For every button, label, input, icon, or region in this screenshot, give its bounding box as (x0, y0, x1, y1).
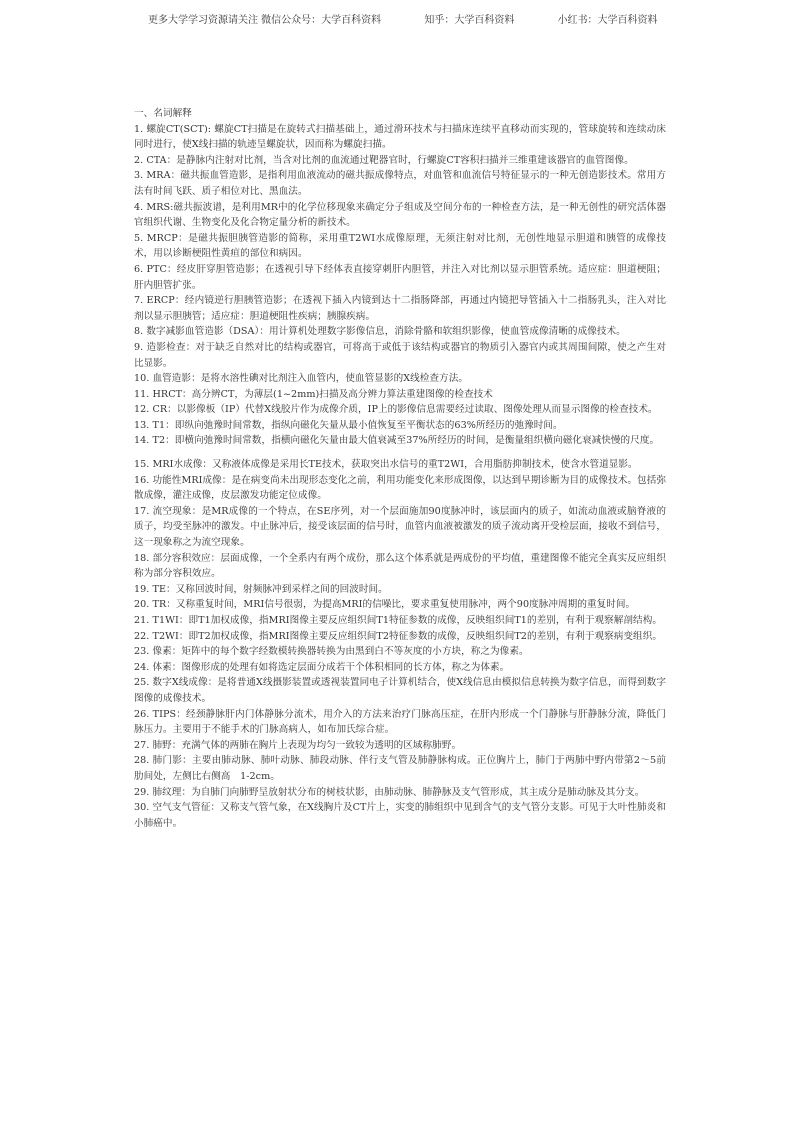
term-item: 23. 像素：矩阵中的每个数字经数模转换器转换为由黑到白不等灰度的小方块，称之为像素。 (134, 646, 529, 658)
term-item: 21. T1WI：即T1加权成像，指MRI图像主要反应组织间T1特征参数的成像，反映组织间T1的差别，有利于观察解剖结构。 (134, 615, 662, 626)
term-item: 18. 部分容积效应：层面成像，一个全系内有两个成份，那么这个体系就是两成份的平均值，重建图像不能完全真实反应组织称为部分容积效应。 (134, 552, 666, 580)
term-item: 30. 空气支气管征：又称支气管气象，在X线胸片及CT片上，实变的肺组织中见到含气的支气管分支影。可见于大叶性肺炎和小肺癌中。 (134, 802, 666, 829)
section-title: 一、名词解释 (134, 108, 192, 119)
term-item: 17. 流空现象：是MR成像的一个特点，在SE序列，对一个层面施加90度脉冲时，该层面内的质子，如流动血液或脑脊液的质子，均受至脉冲的激发。中止脉冲后，接受该层面的信号时，血管内血液被激发的质子流动离开受检层面，接收不到信号，这一现象称之为流空现象。 (134, 505, 666, 549)
term-item: 7. ERCP：经内镜逆行胆胰管造影；在透视下插入内镜到达十二指肠降部，再通过内镜把导管插入十二指肠乳头，注入对比剂以显示胆胰管；适应症：胆道梗阻性疾病；胰腺疾病。 (134, 295, 666, 322)
term-item: 26. TIPS：经颈静脉肝内门体静脉分流术，用介入的方法来治疗门脉高压症，在肝内形成一个门静脉与肝静脉分流，降低门脉压力。主要用于不能手术的门脉高病人，如布加氏综合症。 (134, 708, 666, 736)
term-item: 29. 肺纹理：为自肺门向肺野呈放射状分布的树枝状影，由肺动脉、肺静脉及支气管形成，其主成分是肺动脉及其分支。 (134, 786, 645, 798)
term-item: 13. T1：即纵向弛豫时间常数，指纵向磁化矢量从最小值恢复至平衡状态的63%所经历的弛豫时间。 (134, 419, 563, 431)
term-item: 9. 造影检查：对于缺乏自然对比的结构或器官，可将高于或低于该结构或器官的物质引入器官内或其周围间隙，使之产生对比显影。 (134, 341, 666, 369)
term-item: 2. CTA：是静脉内注射对比剂，当含对比剂的血流通过靶器官时，行螺旋CT容积扫描并三维重建该器官的血管图像。 (134, 154, 634, 166)
header-wechat-text: 更多大学学习资源请关注 微信公众号：大学百科资料 (148, 15, 382, 26)
term-item: 20. TR：又称重复时间，MRI信号很弱，为提高MRI的信噪比，要求重复使用脉冲，两个90度脉冲周期的重复时间。 (134, 599, 636, 611)
term-item: 15. MRI水成像：又称液体成像是采用长TE技术，获取突出水信号的重T2WI，合用脂肪抑制技术，使含水管道显影。 (134, 459, 638, 471)
term-item: 12. CR：以影像板（IP）代替X线胶片作为成像介质，IP上的影像信息需要经过读取、图像处理从而显示图像的检查技术。 (134, 404, 658, 416)
term-item: 1. 螺旋CT(SCT): 螺旋CT扫描是在旋转式扫描基础上，通过滑环技术与扫描床连续平直移动而实现的，管球旋转和连续动床同时进行，使X线扫描的轨迹呈螺旋状，因而称为螺旋扫描。 (134, 123, 666, 151)
document-body (134, 106, 666, 831)
term-item: 4. MRS:磁共振波谱，是利用MR中的化学位移现象来确定分子组成及空间分布的一种检查方法，是一种无创性的研究活体器官组织代谢、生物变化及化合物定量分析的新技术。 (134, 201, 666, 229)
page-header (148, 11, 658, 26)
term-item: 11. HRCT：高分辨CT，为薄层(1~2mm)扫描及高分辨力算法重建图像的检查技术 (134, 388, 493, 400)
term-item: 28. 肺门影：主要由肺动脉、肺叶动脉、肺段动脉、伴行支气管及肺静脉构成。正位胸片上，肺门于两肺中野内带第2～5前肋间处，左侧比右侧高 1-2cm。 (134, 755, 666, 782)
term-item: 6. PTC：经皮肝穿胆管造影；在透视引导下经体表直接穿刺肝内胆管，并注入对比剂以显示胆管系统。适应症：胆道梗阻；肝内胆管扩张。 (134, 263, 666, 291)
term-item: 10. 血管造影：是将水溶性碘对比剂注入血管内，使血管显影的X线检查方法。 (134, 373, 468, 385)
term-item: 19. TE：又称回波时间，射频脉冲到采样之间的回波时间。 (134, 583, 388, 595)
term-item: 8. 数字减影血管造影（DSA）：用计算机处理数字影像信息，消除骨骼和软组织影像，使血管成像清晰的成像技术。 (134, 326, 626, 338)
term-item: 5. MRCP：是磁共振胆胰管造影的简称，采用重T2WI水成像原理，无须注射对比剂，无创性地显示胆道和胰管的成像技术，用以诊断梗阻性黄疸的部位和病因。 (134, 232, 666, 260)
term-item: 14. T2：即横向弛豫时间常数，指横向磁化矢量由最大值衰减至37%所经历的时间，是衡量组织横向磁化衰减快慢的尺度。 (134, 435, 660, 447)
term-list (134, 122, 666, 832)
term-item: 16. 功能性MRI成像：是在病变尚未出现形态变化之前，利用功能变化来形成图像，以达到早期诊断为目的成像技术。包括弥散成像，灌注成像，皮层激发功能定位成像。 (134, 474, 666, 502)
header-zhihu-text: 知乎：大学百科资料 (424, 15, 515, 26)
term-item: 3. MRA：磁共振血管造影，是指利用血液流动的磁共振成像特点，对血管和血流信号特征显示的一种无创造影技术。常用方法有时间飞跃、质子相位对比、黑血法。 (134, 170, 666, 197)
term-item: 25. 数字X线成像：是将普通X线摄影装置或透视装置同电子计算机结合，使X线信息由模拟信息转换为数字信息，而得到数字图像的成像技术。 (134, 677, 666, 704)
header-xiaohongshu-text: 小红书：大学百科资料 (557, 15, 658, 26)
term-item: 22. T2WI：即T2加权成像，指MRI图像主要反应组织间T2特征参数的成像，反映组织间T2的差别，有利于观察病变组织。 (134, 630, 662, 642)
term-item: 27. 肺野：充满气体的两肺在胸片上表现为均匀一致较为透明的区域称肺野。 (134, 739, 462, 751)
term-item: 24. 体素：图像形成的处理有如将选定层面分成若干个体积相同的长方体，称之为体素。 (134, 661, 510, 673)
